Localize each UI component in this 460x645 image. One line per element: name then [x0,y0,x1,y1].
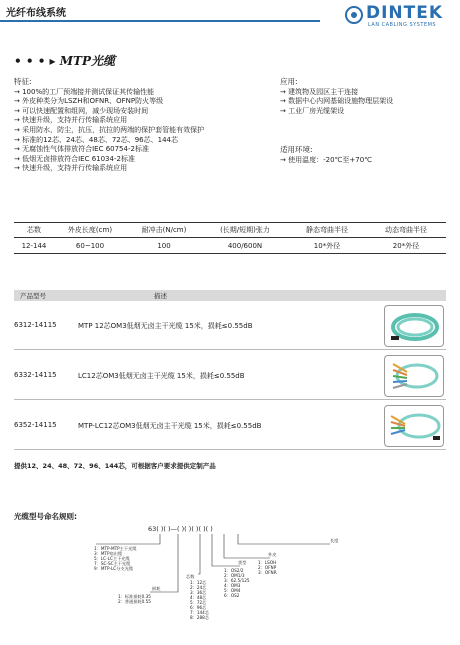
spec-cell: 100 [157,241,171,250]
spec-cell: 10*外径 [313,241,341,250]
spec-header-cell: 耐冲击(N/cm) [141,226,187,234]
feature-item: → 快速升级，支持并行传输系统应用 [14,164,264,174]
feature-item: → 无腐蚀性气体排放符合IEC 60754-2标准 [14,145,264,155]
product-desc-header: 描述 [154,292,167,300]
environment-section [280,145,450,165]
environment-item: → 使用温度：-20℃至+70℃ [280,156,450,166]
feature-item: → 外皮种类分为LSZH和OFNR、OFNP防火等级 [14,97,264,107]
fiber-label: 类型 [238,560,247,565]
custom-note: 提供12、24、48、72、96、144芯，可根据客户要求提供定制产品 [14,462,216,470]
cable-image [384,355,444,397]
feature-item: → 可以快速配置和组网，减少现场安装时间 [14,107,264,117]
environment-heading: 适用环境: [280,145,313,154]
loss-item: 1：标准损耗0.35 [118,594,151,599]
cable-image [384,405,444,447]
naming-title: 光缆型号命名规则: [14,512,77,521]
product-code: 6352-14115 [14,421,57,429]
feature-item: → 低烟无卤排放符合IEC 61034-2标准 [14,155,264,165]
logo-tagline: LAN CABLING SYSTEMS [368,22,437,28]
spec-header-cell: 静态弯曲半径 [306,226,348,234]
spec-cell: 20*外径 [392,241,420,250]
dintek-logo [344,3,454,31]
feature-item: → 标准的12芯、24芯、48芯、72芯、96芯、144芯 [14,136,264,146]
fiber-item: 1：OS2/2 [224,568,244,573]
length-label: 长度 [330,538,339,543]
naming-code: 63( )( )—( )( )( )( )( ) [148,525,213,533]
spec-data-row [14,238,446,254]
core-item: 5：72芯 [190,600,207,605]
product-code: 6332-14115 [14,371,57,379]
product-code: 6312-14115 [14,321,57,329]
jacket-label: 外皮 [268,552,277,557]
application-item: → 工业厂房光缆架设 [280,107,450,117]
product-row [14,303,446,350]
spec-cell: 12-144 [21,241,47,250]
spec-header-cell: 芯数 [27,226,41,234]
cable-image [384,305,444,347]
fiber-item: 2：OM1/3 [224,573,245,578]
bullet-dots-icon: • • • ▸ [14,54,60,68]
feature-item: → 100%的工厂预端接并测试保证其传输性能 [14,88,264,98]
logo-name: DINTEK [366,3,444,23]
header-title: 光纤布线系统 [6,8,66,19]
product-desc: MTP 12芯OM3低烟无卤主干光缆 15米，损耗≤0.55dB [78,322,253,330]
type-item: 7：SC-SC主干光缆 [94,561,131,566]
type-item: 5：LC-LC主干光缆 [94,556,130,561]
page-header [0,0,460,32]
logo-mark-icon [344,5,364,25]
naming-diagram [90,522,390,642]
product-code-header: 产品型号 [20,292,46,300]
type-item: 9：MTP-LC分支光缆 [94,566,133,571]
cores-label: 芯数 [186,574,195,579]
fiber-item: 3：62.5/125 [224,578,250,583]
application-item: → 数据中心内网基础设施物理层架设 [280,97,450,107]
jacket-item: 3：OFNR [258,570,277,575]
application-item: → 建筑物及园区主干连接 [280,88,450,98]
loss-label: 损耗 [152,586,161,591]
core-item: 2：24芯 [190,585,207,590]
spec-header-cell: 动态弯曲半径 [385,226,427,234]
features-heading: 特征: [14,77,32,86]
product-desc: LC12芯OM3低烟无卤主干光缆 15米，损耗≤0.55dB [78,372,245,380]
feature-item: → 快速升级，支持并行传输系统应用 [14,116,264,126]
core-item: 4：48芯 [190,595,207,600]
jacket-item: 1：LSOH [258,560,277,565]
applications-section [280,77,450,116]
core-item: 1：12芯 [190,580,207,585]
core-item: 7：144芯 [190,610,210,615]
loss-item: 2：普通损耗0.55 [118,599,151,604]
product-row [14,353,446,400]
fiber-item: 4：OM3 [224,583,241,588]
spec-table [14,222,446,254]
type-item: 1：MTP-MTP主干光缆 [94,546,137,551]
spec-header-cell: 外皮长度(cm) [67,226,113,234]
features-section [14,77,264,174]
fiber-item: 5：OM4 [224,588,241,593]
header-divider [0,20,320,22]
spec-header-row [14,222,446,238]
type-item: 3：MTP扇出缆 [94,551,123,556]
product-table-header [14,290,446,301]
product-row [14,403,446,450]
jacket-item: 2：OFNP [258,565,277,570]
core-item: 3：36芯 [190,590,207,595]
spec-cell: 400/600N [227,241,263,250]
product-desc: MTP-LC12芯OM3低烟无卤主干光缆 15米，损耗≤0.55dB [78,422,262,430]
core-item: 8：288芯 [190,615,210,620]
spec-cell: 60~100 [75,241,105,250]
applications-heading: 应用: [280,77,298,86]
feature-item: → 采用防水，防尘，抗压，抗拉的两端的保护套管能有效保护 [14,126,264,136]
fiber-item: 6：OS2 [224,593,240,598]
product-title: • • • ▸ MTP光缆 [14,54,115,68]
spec-header-cell: (长期/短期)张力 [220,226,270,234]
core-item: 6：96芯 [190,605,207,610]
